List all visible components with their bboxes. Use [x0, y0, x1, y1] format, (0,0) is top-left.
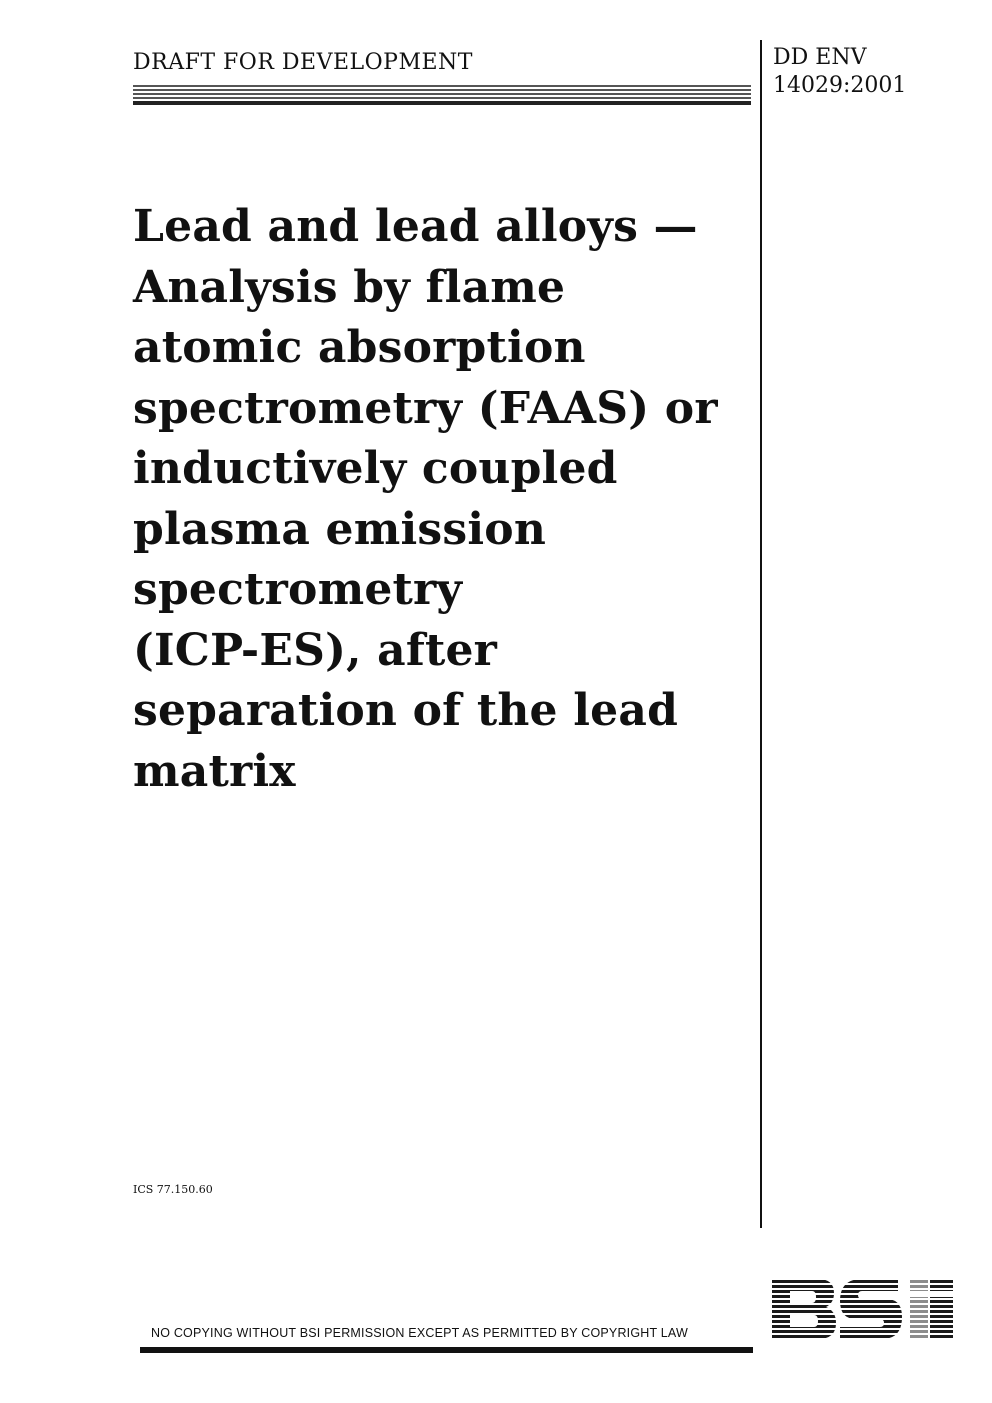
- ics-code: ICS 77.150.60: [133, 1183, 213, 1196]
- document-id-line1: DD ENV: [773, 45, 867, 70]
- copyright-notice: NO COPYING WITHOUT BSI PERMISSION EXCEPT AS PERMITTED BY COPYRIGHT LAW: [151, 1326, 689, 1340]
- title-line: spectrometry: [133, 564, 463, 615]
- vertical-divider: [760, 40, 762, 1228]
- bsi-logo-letters: [772, 1279, 953, 1339]
- title-line: spectrometry (FAAS) or: [133, 382, 718, 434]
- document-id: [773, 44, 906, 100]
- title-line: inductively coupled: [133, 443, 618, 494]
- title-line: matrix: [133, 745, 296, 797]
- title-line: separation of the lead: [133, 685, 679, 736]
- title-line: atomic absorption: [133, 322, 586, 373]
- document-id-line2: 14029:2001: [773, 73, 907, 98]
- header-label: DRAFT FOR DEVELOPMENT: [133, 50, 473, 75]
- title-line: Lead and lead alloys —: [133, 201, 698, 252]
- bsi-logo: [770, 1275, 955, 1343]
- header-rule: [133, 85, 751, 105]
- title-line: Analysis by flame: [133, 261, 566, 313]
- title-line: plasma emission: [133, 503, 547, 555]
- document-title: [133, 197, 753, 802]
- footer-rule: [140, 1347, 753, 1353]
- title-line: (ICP-ES), after: [133, 624, 498, 676]
